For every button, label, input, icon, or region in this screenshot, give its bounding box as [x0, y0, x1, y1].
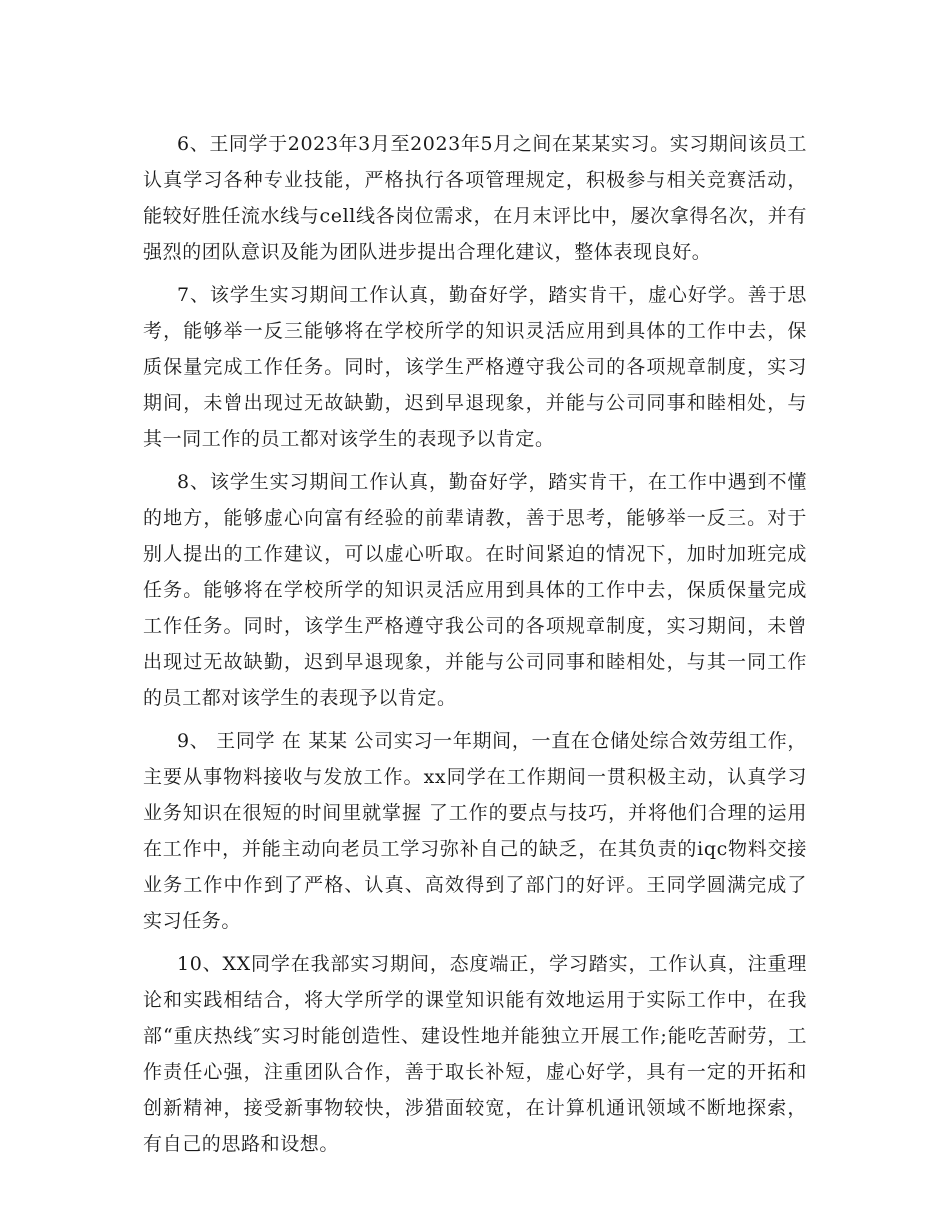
- document-body: [143, 126, 807, 1169]
- paragraph-8: 8、该学生实习期间工作认真，勤奋好学，踏实肯干，在工作中遇到不懂的地方，能够虚心向富有经验的前辈请教，善于思考，能够举一反三。对于别人提出的工作建议，可以虚心听取。在时间紧迫的情况下，加时加班完成任务。能够将在学校所学的知识灵活应用到具体的工作中去，保质保量完成工作任务。同时，该学生严格遵守我公司的各项规章制度，实习期间，未曾出现过无故缺勤，迟到早退现象，并能与公司同事和睦相处，与其一同工作的员工都对该学生的表现予以肯定。: [143, 471, 807, 709]
- paragraph-9: 9、 王同学 在 某某 公司实习一年期间，一直在仓储处综合效劳组工作，主要从事物料接收与发放工作。xx同学在工作期间一贯积极主动，认真学习业务知识在很短的时间里就掌握 了工作的要点与技巧，并将他们合理的运用在工作中，并能主动向老员工学习弥补自己的缺乏，在其负责的iqc物料交接业务工作中作到了严格、认真、高效得到了部门的好评。王同学圆满完成了实习任务。: [143, 730, 807, 932]
- paragraph-7: 7、该学生实习期间工作认真，勤奋好学，踏实肯干，虚心好学。善于思考，能够举一反三能够将在学校所学的知识灵活应用到具体的工作中去，保质保量完成工作任务。同时，该学生严格遵守我公司的各项规章制度，实习期间，未曾出现过无故缺勤，迟到早退现象，并能与公司同事和睦相处，与其一同工作的员工都对该学生的表现予以肯定。: [143, 284, 807, 450]
- paragraph-6: 6、王同学于2023年3月至2023年5月之间在某某实习。实习期间该员工认真学习各种专业技能，严格执行各项管理规定，积极参与相关竞赛活动，能较好胜任流水线与cell线各岗位需求，在月末评比中，屡次拿得名次，并有强烈的团队意识及能为团队进步提出合理化建议，整体表现良好。: [143, 133, 807, 263]
- paragraph-10: 10、XX同学在我部实习期间，态度端正，学习踏实，工作认真，注重理论和实践相结合，将大学所学的课堂知识能有效地运用于实际工作中，在我部“重庆热线″实习时能创造性、建设性地并能独立开展工作;能吃苦耐劳，工作责任心强，注重团队合作，善于取长补短，虚心好学，具有一定的开拓和创新精神，接受新事物较快，涉猎面较宽，在计算机通讯领域不断地探索，有自己的思路和设想。: [143, 953, 807, 1155]
